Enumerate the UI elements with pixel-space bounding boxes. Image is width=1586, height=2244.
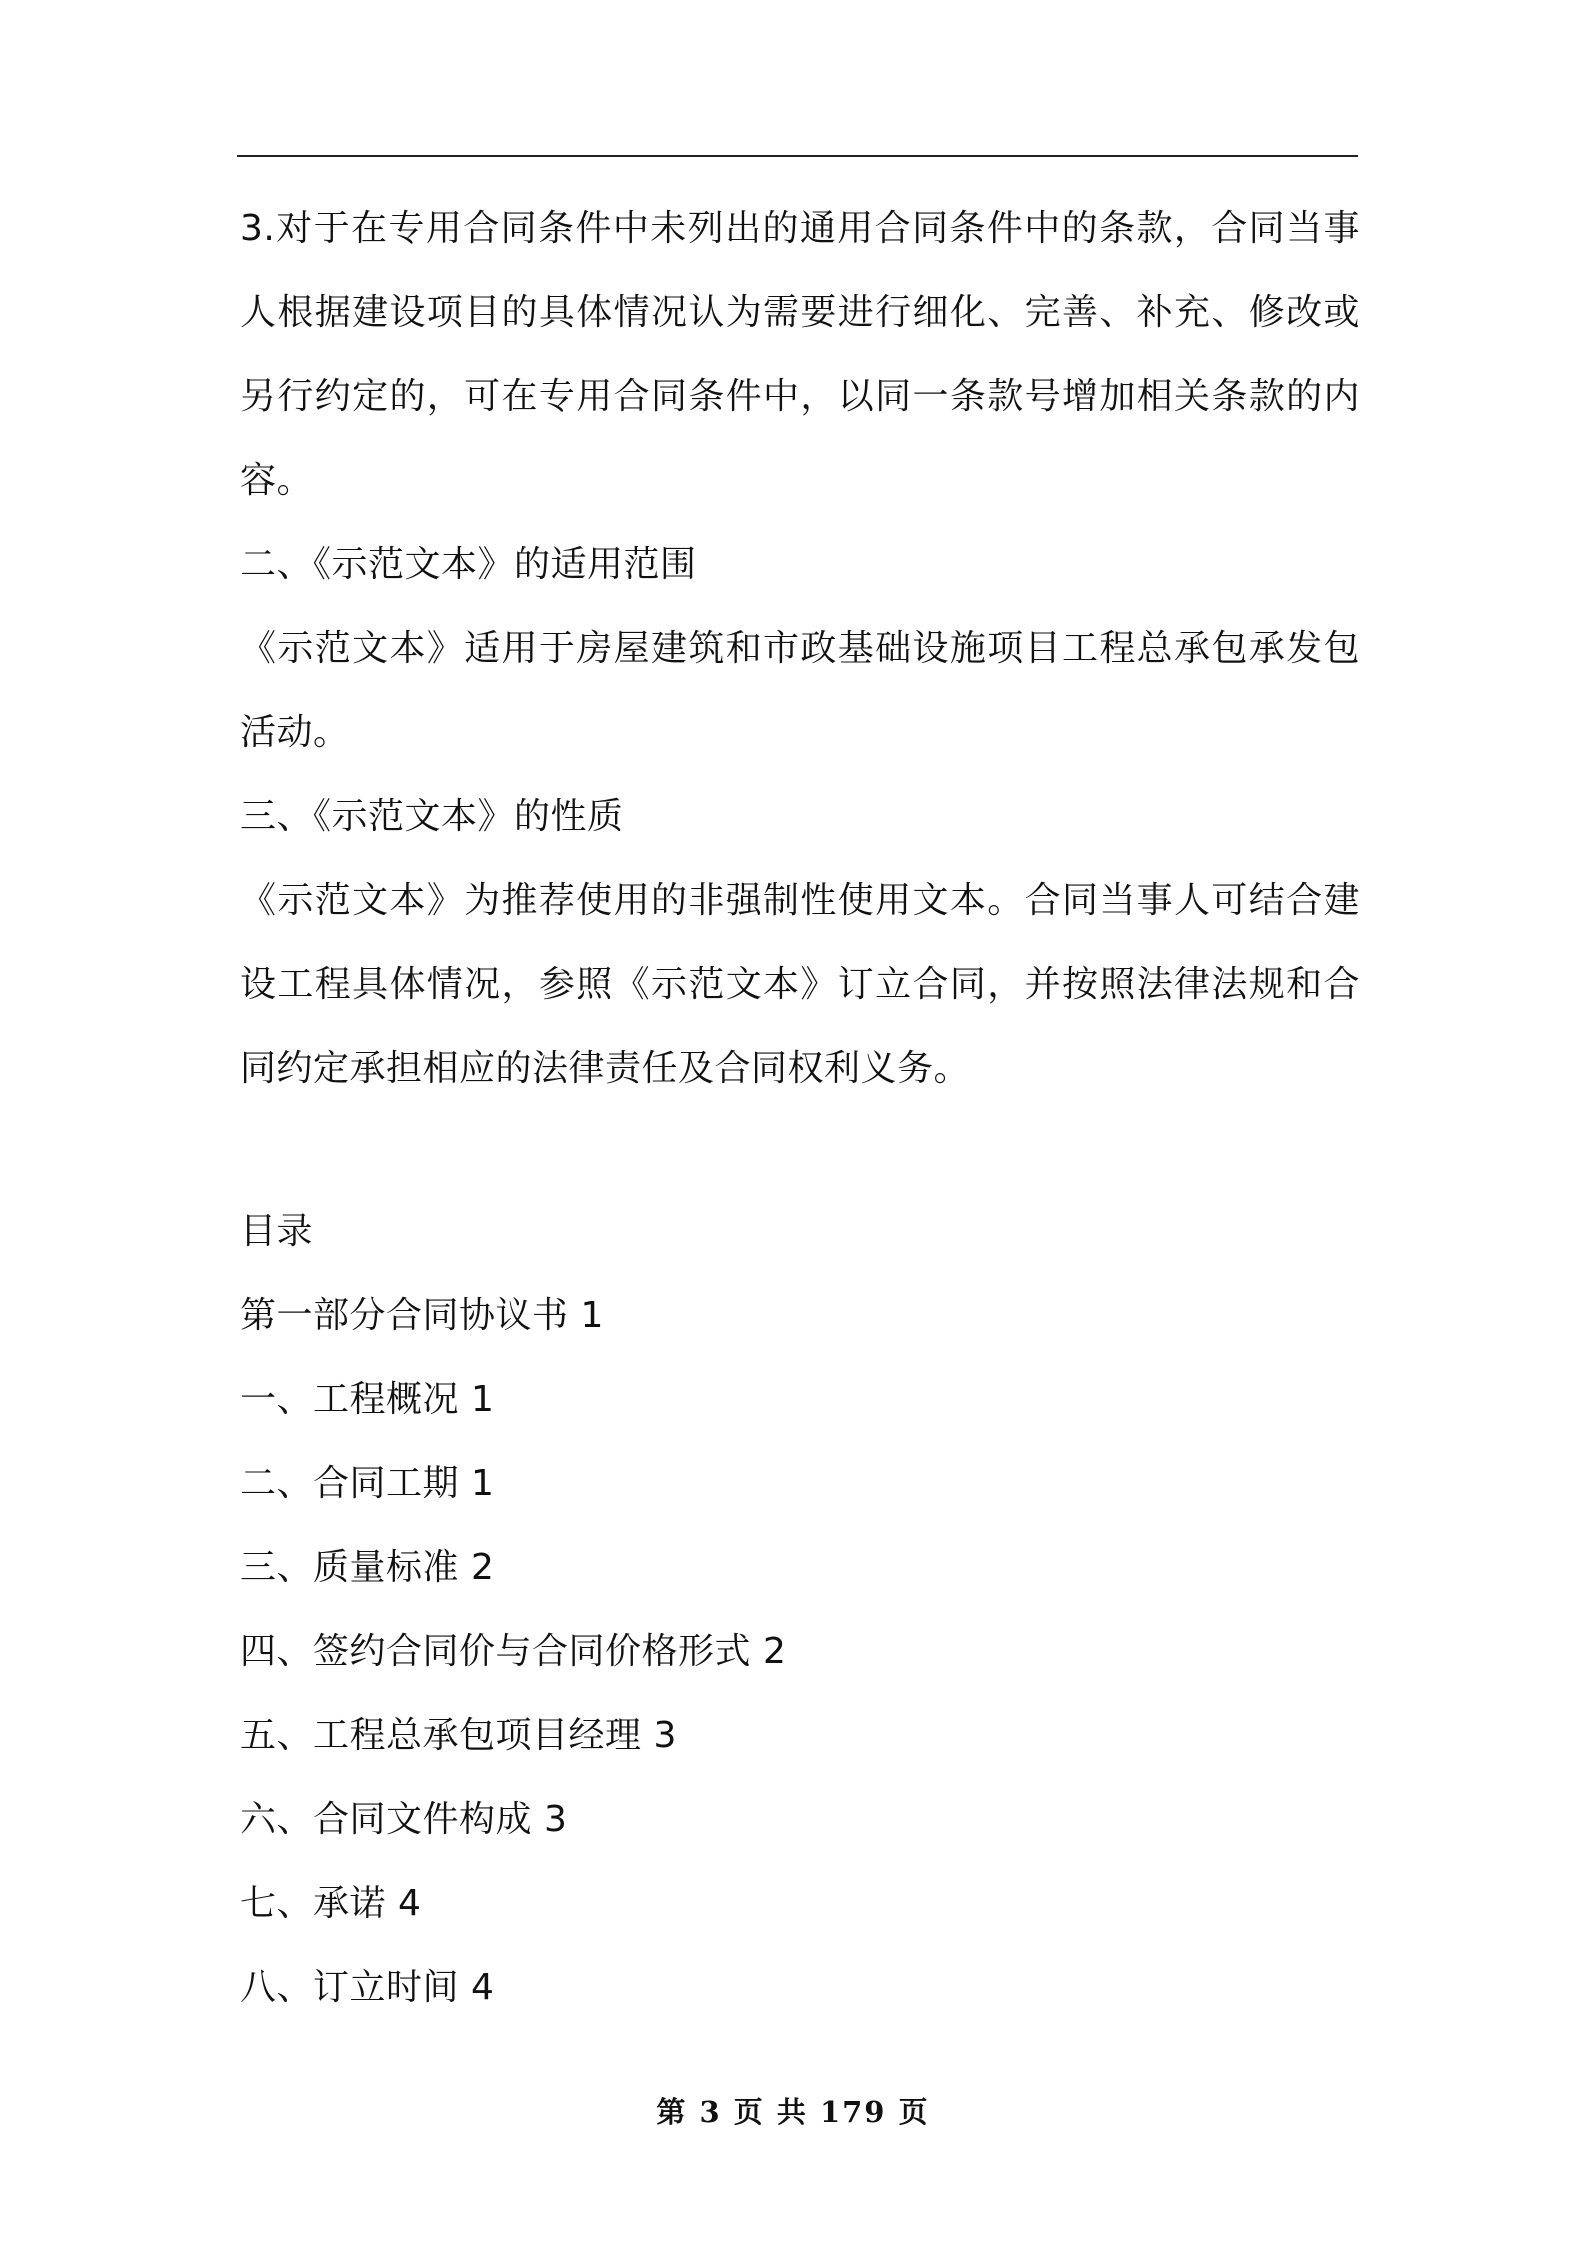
paragraph-scope: 《示范文本》适用于房屋建筑和市政基础设施项目工程总承包承发包活动。 [240,628,1360,753]
page-number-footer: 第 3 页 共 179 页 [656,2095,930,2129]
toc-item: 八、订立时间 4 [240,1967,495,2008]
toc-item: 五、工程总承包项目经理 3 [240,1715,677,1756]
toc-title: 目录 [240,1211,314,1252]
toc-item: 六、合同文件构成 3 [240,1799,568,1840]
toc-item: 第一部分合同协议书 1 [240,1295,604,1336]
toc-item: 四、签约合同价与合同价格形式 2 [240,1631,787,1672]
body-text [240,187,1360,1111]
toc-item: 七、承诺 4 [240,1883,422,1924]
paragraph-clause-3: 3.对于在专用合同条件中未列出的通用合同条件中的条款，合同当事人根据建设项目的具体情况认为需要进行细化、完善、补充、修改或另行约定的，可在专用合同条件中，以同一条款号增加相关条款的内容。 [240,208,1360,501]
toc-item: 二、合同工期 1 [240,1463,495,1504]
header-rule [237,155,1358,157]
paragraph-nature: 《示范文本》为推荐使用的非强制性使用文本。合同当事人可结合建设工程具体情况，参照《示范文本》订立合同，并按照法律法规和合同约定承担相应的法律责任及合同权利义务。 [240,880,1360,1089]
table-of-contents [240,1190,1360,2030]
toc-item: 三、质量标准 2 [240,1547,495,1588]
section-heading-nature: 三、《示范文本》的性质 [240,796,624,837]
toc-item: 一、工程概况 1 [240,1379,495,1420]
section-heading-scope: 二、《示范文本》的适用范围 [240,544,697,585]
